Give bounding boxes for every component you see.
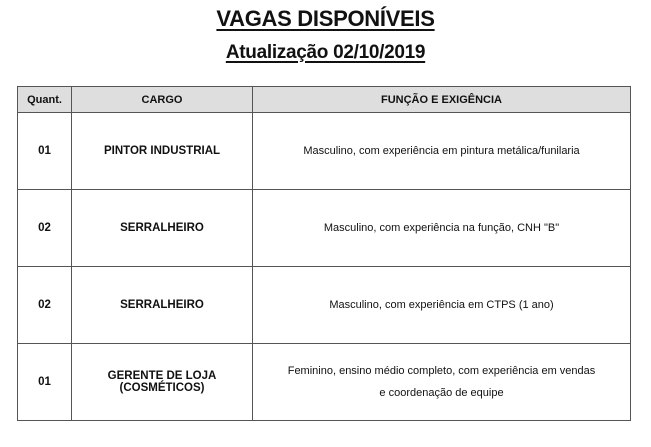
funcao-line: Feminino, ensino médio completo, com experiência em vendas — [287, 365, 596, 377]
cell-quantity: 02 — [18, 267, 72, 344]
cell-cargo: SERRALHEIRO — [72, 190, 253, 267]
funcao-line: e coordenação de equipe — [379, 387, 504, 399]
cell-funcao: Masculino, com experiência em CTPS (1 ano) — [253, 267, 631, 344]
cell-quantity: 01 — [18, 344, 72, 421]
cell-funcao: Masculino, com experiência na função, CNH "B" — [253, 190, 631, 267]
page-title — [0, 6, 651, 32]
cell-funcao: Masculino, com experiência em pintura metálica/funilaria — [253, 113, 631, 190]
cell-cargo: SERRALHEIRO — [72, 267, 253, 344]
cell-cargo — [72, 344, 253, 421]
table-header-row — [18, 87, 631, 113]
page-title-text: VAGAS DISPONÍVEIS — [216, 6, 435, 31]
cell-cargo: PINTOR INDUSTRIAL — [72, 113, 253, 190]
table-row — [18, 267, 631, 344]
update-date — [0, 42, 651, 64]
cargo-line: GERENTE DE LOJA — [107, 370, 217, 382]
header-funcao: FUNÇÃO E EXIGÊNCIA — [253, 87, 631, 113]
cargo-line: (COSMÉTICOS) — [119, 382, 205, 394]
table-row — [18, 190, 631, 267]
table-row — [18, 113, 631, 190]
job-openings-table — [17, 86, 631, 421]
header-quantity: Quant. — [18, 87, 72, 113]
header-cargo: CARGO — [72, 87, 253, 113]
cell-funcao — [253, 344, 631, 421]
table-row — [18, 344, 631, 421]
cell-quantity: 02 — [18, 190, 72, 267]
cell-quantity: 01 — [18, 113, 72, 190]
update-date-text: Atualização 02/10/2019 — [225, 42, 426, 63]
